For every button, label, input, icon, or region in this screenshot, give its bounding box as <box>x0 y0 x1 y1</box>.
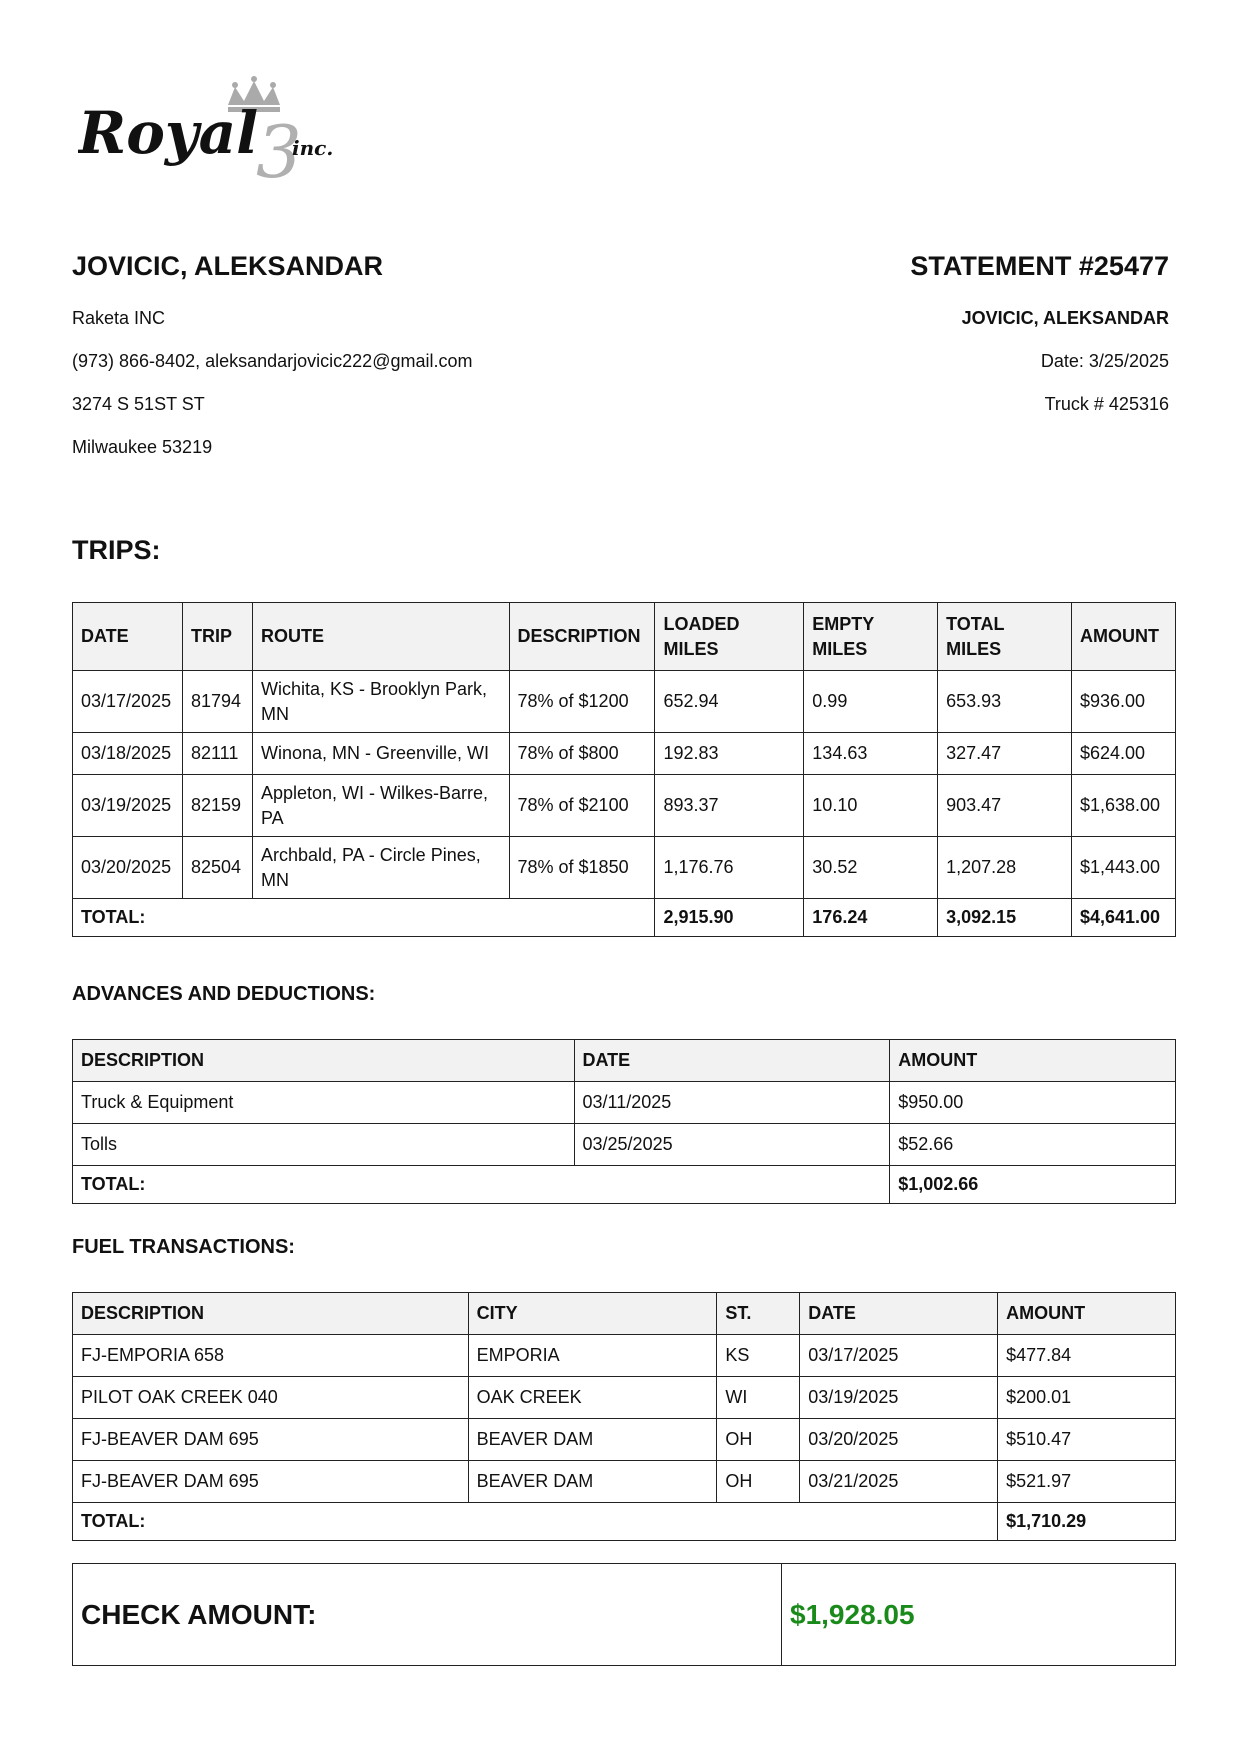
logo-wordmark: Royal <box>78 99 259 167</box>
trips-cell: $1,638.00 <box>1071 775 1175 837</box>
fuel-cell: $521.97 <box>998 1461 1176 1503</box>
trips-cell: 82159 <box>182 775 252 837</box>
deductions-title: ADVANCES AND DEDUCTIONS: <box>72 983 376 1005</box>
trips-total-label: TOTAL: <box>73 899 655 937</box>
trips-cell: 82504 <box>182 837 252 899</box>
fuel-cell: OH <box>717 1419 800 1461</box>
trips-cell: $1,443.00 <box>1071 837 1175 899</box>
deductions-cell: 03/25/2025 <box>574 1124 890 1166</box>
trips-header-cell: DATE <box>73 603 183 671</box>
fuel-cell: 03/20/2025 <box>800 1419 998 1461</box>
statement-truck: Truck # 425316 <box>1044 394 1169 414</box>
statement-driver-name: JOVICIC, ALEKSANDAR <box>961 308 1169 328</box>
fuel-cell: 03/17/2025 <box>800 1335 998 1377</box>
driver-city: Milwaukee 53219 <box>72 437 213 457</box>
fuel-cell: WI <box>717 1377 800 1419</box>
driver-name: JOVICIC, ALEKSANDAR <box>72 251 384 281</box>
deductions-header-cell: DESCRIPTION <box>73 1040 575 1082</box>
trips-header-row <box>73 603 1176 671</box>
trips-total-value: 176.24 <box>804 899 938 937</box>
deductions-row <box>73 1124 1176 1166</box>
driver-address: 3274 S 51ST ST <box>72 394 205 414</box>
trips-cell: $624.00 <box>1071 733 1175 775</box>
trips-cell: 10.10 <box>804 775 938 837</box>
trips-cell: 03/20/2025 <box>73 837 183 899</box>
trips-header-cell: LOADED MILES <box>655 603 804 671</box>
trips-cell: $936.00 <box>1071 671 1175 733</box>
trips-cell: Appleton, WI - Wilkes-Barre, PA <box>252 775 509 837</box>
check-amount-label: CHECK AMOUNT: <box>73 1564 782 1665</box>
trips-header-cell: ROUTE <box>252 603 509 671</box>
fuel-title: FUEL TRANSACTIONS: <box>72 1236 295 1258</box>
trips-row <box>73 837 1176 899</box>
trips-header-cell: EMPTY MILES <box>804 603 938 671</box>
trips-header-cell: TOTAL MILES <box>938 603 1072 671</box>
trips-cell: 903.47 <box>938 775 1072 837</box>
trips-cell: 0.99 <box>804 671 938 733</box>
driver-contact: (973) 866-8402, aleksandarjovicic222@gmail.com <box>72 351 473 371</box>
deductions-total-row <box>73 1166 1176 1204</box>
deductions-header-cell: DATE <box>574 1040 890 1082</box>
trips-cell: 30.52 <box>804 837 938 899</box>
trips-cell: 78% of $2100 <box>509 775 655 837</box>
fuel-cell: KS <box>717 1335 800 1377</box>
fuel-header-cell: AMOUNT <box>998 1293 1176 1335</box>
fuel-table <box>72 1292 1176 1541</box>
trips-cell: Winona, MN - Greenville, WI <box>252 733 509 775</box>
fuel-cell: $200.01 <box>998 1377 1176 1419</box>
trips-cell: 81794 <box>182 671 252 733</box>
deductions-cell: Tolls <box>73 1124 575 1166</box>
trips-cell: 652.94 <box>655 671 804 733</box>
deductions-total-value: $1,002.66 <box>890 1166 1176 1204</box>
trips-cell: 78% of $1850 <box>509 837 655 899</box>
fuel-cell: OAK CREEK <box>468 1377 717 1419</box>
fuel-row <box>73 1419 1176 1461</box>
trips-total-row <box>73 899 1176 937</box>
trips-cell: 82111 <box>182 733 252 775</box>
trips-cell: 893.37 <box>655 775 804 837</box>
fuel-header-cell: DATE <box>800 1293 998 1335</box>
trips-row <box>73 671 1176 733</box>
trips-cell: 134.63 <box>804 733 938 775</box>
trips-total-value: 2,915.90 <box>655 899 804 937</box>
trips-title: TRIPS: <box>72 535 161 565</box>
fuel-cell: $510.47 <box>998 1419 1176 1461</box>
trips-total-value: 3,092.15 <box>938 899 1072 937</box>
fuel-cell: BEAVER DAM <box>468 1419 717 1461</box>
trips-total-value: $4,641.00 <box>1071 899 1175 937</box>
check-amount-value: $1,928.05 <box>790 1598 915 1630</box>
deductions-cell: $950.00 <box>890 1082 1176 1124</box>
fuel-header-cell: DESCRIPTION <box>73 1293 469 1335</box>
fuel-cell: BEAVER DAM <box>468 1461 717 1503</box>
deductions-cell: $52.66 <box>890 1124 1176 1166</box>
trips-cell: 03/18/2025 <box>73 733 183 775</box>
trips-header-cell: AMOUNT <box>1071 603 1175 671</box>
statement-date: Date: 3/25/2025 <box>1040 351 1169 371</box>
fuel-cell: EMPORIA <box>468 1335 717 1377</box>
trips-cell: 1,207.28 <box>938 837 1072 899</box>
fuel-total-row <box>73 1503 1176 1541</box>
fuel-cell: 03/19/2025 <box>800 1377 998 1419</box>
trips-table <box>72 602 1176 937</box>
trips-cell: 192.83 <box>655 733 804 775</box>
deductions-cell: Truck & Equipment <box>73 1082 575 1124</box>
trips-cell: 03/17/2025 <box>73 671 183 733</box>
company-logo <box>78 75 398 195</box>
fuel-header-cell: ST. <box>717 1293 800 1335</box>
fuel-cell: FJ-BEAVER DAM 695 <box>73 1461 469 1503</box>
fuel-cell: $477.84 <box>998 1335 1176 1377</box>
deductions-row <box>73 1082 1176 1124</box>
trips-cell: 1,176.76 <box>655 837 804 899</box>
fuel-row <box>73 1461 1176 1503</box>
trips-cell: Wichita, KS - Brooklyn Park, MN <box>252 671 509 733</box>
fuel-total-label: TOTAL: <box>73 1503 998 1541</box>
trips-cell: 78% of $800 <box>509 733 655 775</box>
deductions-cell: 03/11/2025 <box>574 1082 890 1124</box>
trips-row <box>73 733 1176 775</box>
fuel-cell: PILOT OAK CREEK 040 <box>73 1377 469 1419</box>
fuel-header-row <box>73 1293 1176 1335</box>
fuel-cell: 03/21/2025 <box>800 1461 998 1503</box>
check-amount-box <box>72 1563 1176 1666</box>
deductions-table <box>72 1039 1176 1204</box>
logo-suffix: inc. <box>292 136 334 160</box>
trips-header-cell: DESCRIPTION <box>509 603 655 671</box>
trips-cell: Archbald, PA - Circle Pines, MN <box>252 837 509 899</box>
fuel-cell: FJ-BEAVER DAM 695 <box>73 1419 469 1461</box>
trips-cell: 327.47 <box>938 733 1072 775</box>
trips-cell: 03/19/2025 <box>73 775 183 837</box>
fuel-cell: FJ-EMPORIA 658 <box>73 1335 469 1377</box>
deductions-header-row <box>73 1040 1176 1082</box>
fuel-row <box>73 1377 1176 1419</box>
trips-header-cell: TRIP <box>182 603 252 671</box>
fuel-cell: OH <box>717 1461 800 1503</box>
trips-cell: 653.93 <box>938 671 1072 733</box>
statement-title: STATEMENT #25477 <box>910 251 1169 281</box>
deductions-header-cell: AMOUNT <box>890 1040 1176 1082</box>
driver-company: Raketa INC <box>72 308 166 328</box>
fuel-row <box>73 1335 1176 1377</box>
fuel-total-value: $1,710.29 <box>998 1503 1176 1541</box>
statement-info <box>669 248 1169 415</box>
driver-info <box>72 248 632 458</box>
logo-number: 3 <box>256 110 302 194</box>
trips-cell: 78% of $1200 <box>509 671 655 733</box>
trips-row <box>73 775 1176 837</box>
fuel-header-cell: CITY <box>468 1293 717 1335</box>
deductions-total-label: TOTAL: <box>73 1166 890 1204</box>
